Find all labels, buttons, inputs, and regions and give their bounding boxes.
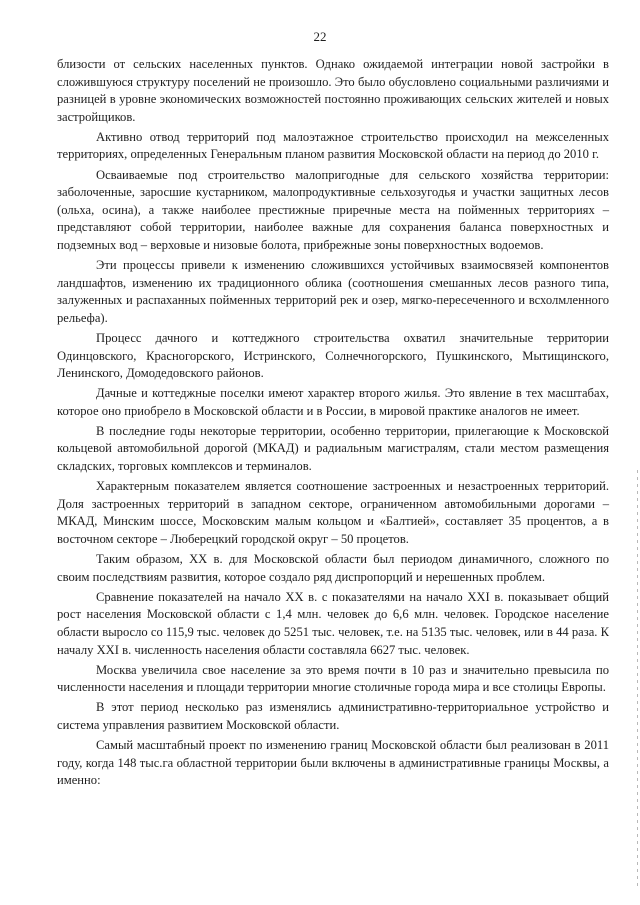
paragraph: Активно отвод территорий под малоэтажное строительство происходил на межселенных территориях, определенных Генеральным планом развития Московской области на период до 2010 г.	[57, 129, 609, 162]
paragraph: Характерным показателем является соотношение застроенных и незастроенных территорий. Доля застроенных территорий в западном секторе, ограниченном автомобильными дорогами – МКАД, Минским шоссе, Московским малым кольцом и «Балтией», составляет 35 процентов, а в восточном секторе – Люберецкий городской округ – 50 процетов.	[57, 479, 609, 546]
paragraph: Москва увеличила свое население за это время почти в 10 раз и значительно превысила по численности населения и площади территории многие столичные города мира и все столицы Европы.	[57, 662, 609, 695]
paragraph-continuation: близости от сельских населенных пунктов. Однако ожидаемой интеграции новой застройки в сложившуюся структуру поселений не произошло. Это было обусловлено социальными различиями и разницей в уровне экономических возможностей постоянно проживающих сельских жителей и новых застройщиков.	[57, 57, 609, 124]
scan-edge-mark	[637, 470, 638, 890]
paragraph: В последние годы некоторые территории, особенно территории, прилегающие к Московской кольцевой автомобильной дорогой (МКАД) и радиальным магистралям, стали местом размещения складских, торговых комплексов и терминалов.	[57, 423, 609, 474]
paragraph: Процесс дачного и коттеджного строительства охватил значительные территории Одинцовского, Красногорского, Истринского, Солнечногорского, Пушкинского, Мытищинского, Ленинского, Домодедовского районов.	[57, 330, 609, 381]
paragraph: Таким образом, XX в. для Московской области был периодом динамичного, сложного по своим последствиям развития, которое создало ряд диспропорций и нерешенных проблем.	[57, 552, 609, 584]
paragraph: Дачные и коттеджные поселки имеют характер второго жилья. Это явление в тех масштабах, которое оно приобрело в Московской области и в России, в мировой практике аналогов не имеет.	[57, 386, 609, 418]
paragraph: Сравнение показателей на начало XX в. с показателями на начало XXI в. показывает общий рост населения Московской области с 1,4 млн. человек до 6,6 млн. человек. Городское население области выросло со 115,9 тыс. человек до 5251 тыс. человек, т.е. на 5135 тыс. человек, или в 44 раза. К началу XXI в. численность населения области составляла 6627 тыс. человек.	[57, 589, 609, 657]
paragraph: Эти процессы привели к изменению сложившихся устойчивых взаимосвязей компонентов ландшафтов, изменению их традиционного облика (соотношения смешанных лесов разного типа, залуженных и распаханных пойменных территорий рек и озер, мягко-пересеченного и всхолмленного рельефа).	[57, 258, 609, 325]
page-number: 22	[313, 29, 327, 44]
paragraph: Осваиваемые под строительство малопригодные для сельского хозяйства территории: заболоченные, заросшие кустарником, малопродуктивные сельхозугодья и участки защитных лесов (ольха, осина), а также наиболее престижные приречные места на пойменных территориях – представляют собой территории, наиболее важные для сохранения баланса поверхностных и подземных вод – верховые и низовые болота, прибрежные зоны поверхностных водоемов.	[57, 167, 609, 252]
paragraph: В этот период несколько раз изменялись административно-территориальное устройство и система управления развитием Московской области.	[57, 700, 609, 732]
paragraph: Самый масштабный проект по изменению границ Московской области был реализован в 2011 году, когда 148 тыс.га областной территории были включены в административные границы Москвы, а именно:	[57, 737, 609, 788]
document-body	[57, 56, 609, 792]
